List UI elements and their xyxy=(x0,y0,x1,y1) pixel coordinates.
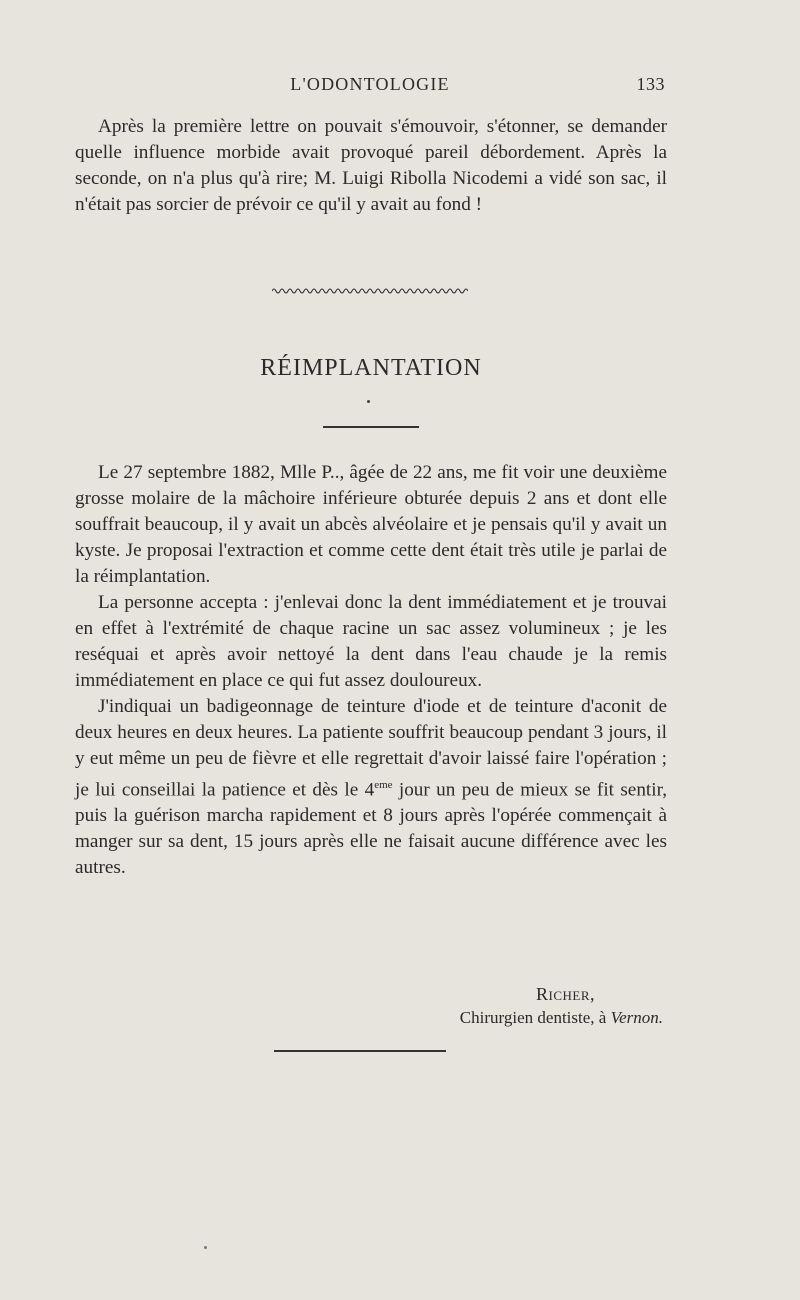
paragraph-3 xyxy=(75,694,667,881)
journal-title: L'ODONTOLOGIE xyxy=(290,74,450,94)
paper-speck xyxy=(204,1246,207,1249)
section-title: RÉIMPLANTATION xyxy=(260,355,482,381)
author-name: Richer, xyxy=(535,984,595,1004)
paragraph-3-text-b: jour un peu de mieux se fit sentir, puis la guérison marcha rapidement et 8 jours après l'opérée commençait à manger sur sa dent, 15 jours après elle ne faisait aucune différence avec les autres. xyxy=(75,779,667,879)
ordinal-number: 4 xyxy=(364,779,375,801)
author-title xyxy=(75,1006,667,1029)
page-number: 133 xyxy=(636,74,665,94)
article-body xyxy=(75,460,667,881)
paragraph-3-text-a: J'indiquai un badigeonnage de teinture d'iode et de teinture d'aconit de deux heures en deux heures. La patiente souffrit beaucoup pendant 3 jours, il y eut même un peu de fièvre et elle regrettait d'avoir laissé faire l'opération ; je lui conseillai la patience et dès le xyxy=(75,696,667,801)
author-city: Vernon. xyxy=(610,1008,663,1027)
heading-rule xyxy=(323,426,419,428)
ornament-dot xyxy=(367,400,370,403)
running-header xyxy=(75,74,665,98)
intro-paragraph: Après la première lettre on pouvait s'émouvoir, s'étonner, se demander quelle influence morbide avait provoqué pareil débordement. Après la seconde, on n'a plus qu'à rire; M. Luigi Ribolla Nicodemi a vidé son sac, il n'était pas sorcier de prévoir ce qu'il y avait au fond ! xyxy=(75,116,667,215)
intro-block xyxy=(75,114,667,218)
paragraph-1: Le 27 septembre 1882, Mlle P.., âgée de 22 ans, me fit voir une deuxième grosse molaire de la mâchoire inférieure obturée depuis 2 ans et dont elle souffrait beaucoup, il y avait un abcès alvéolaire et je pensais qu'il y avait un kyste. Je proposai l'extraction et comme cette dent était très utile je parlai de la réimplantation. xyxy=(75,462,667,587)
ordinal-suffix: eme xyxy=(374,779,393,791)
wavy-separator xyxy=(272,286,468,296)
signature-block xyxy=(75,983,667,1029)
paragraph-2: La personne accepta : j'enlevai donc la dent immédiatement et je trouvai en effet à l'extrémité de chaque racine un sac assez volumineux ; je les reséquai et après avoir nettoyé la dent dans l'eau chaude je la remis immédiatement en place ce qui fut assez douloureux. xyxy=(75,592,667,691)
end-rule xyxy=(274,1050,446,1052)
author-profession: Chirurgien dentiste, à xyxy=(459,1008,611,1027)
